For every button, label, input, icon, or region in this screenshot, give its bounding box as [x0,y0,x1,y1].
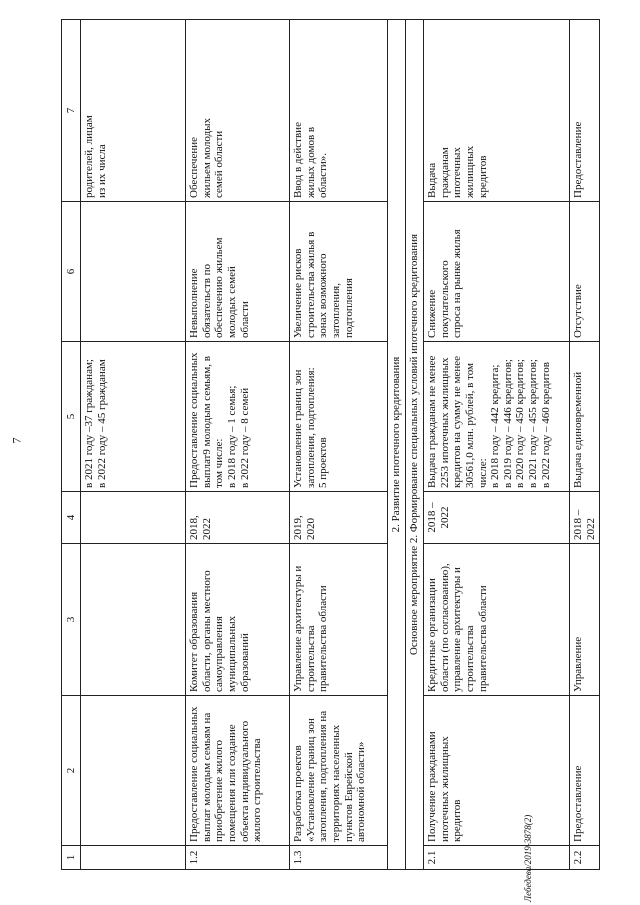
row-number: 2.2 [570,846,600,870]
row-col6: Невыполнение обязательств по обеспечению жильем молодых семей области [186,202,290,342]
row-col4: 2018 – 2022 [424,492,570,544]
rotated-table-container [61,20,597,870]
row-col5: Выдача гражданам не менее 2253 ипотечных жилищных кредитов на сумму не менее 30561,0 млн. рублей, в том числе: в 2018 году – 442 кредита; в 2019 году – 446 кредитов; в 2020 году – 450 кредитов; в 2021 году – 455 кредитов; в 2022 году – 460 кредитов [424,342,570,492]
measures-table [61,19,600,870]
row-number: 2.1 [424,846,570,870]
row-continued-col7: родителей, лицам из их числа [81,20,186,202]
row-number: 1.3 [290,846,388,870]
document-stamp: Лебедева/2019-3878(2) [523,814,533,902]
row-col3: Комитет образования области, органы местного самоуправления муниципальных образований [186,544,290,696]
row-col4: 2018, 2022 [186,492,290,544]
row-col3: Управление архитектуры и строительства правительства области [290,544,388,696]
row-col6: Отсутствие [570,202,600,342]
header-row [62,20,81,870]
row-col5: Предоставление социальных выплат9 молодым семьям, в том числе: в 2018 году – 1 семья; в 2022 году – 8 семей [186,342,290,492]
row-continued-col5: в 2021 году –37 гражданам; в 2022 году – 45 гражданам [81,342,186,492]
row-col3: Кредитные организации области (по согласованию), управление архитектуры и строительства правительства области [424,544,570,696]
row-col7: Предоставление [570,20,600,202]
table-row [81,20,186,870]
header-cell-3: 3 [62,544,81,696]
row-col7: Ввод в действие жилых домов в области». [290,20,388,202]
row-col2: Разработка проектов «Установление границ зон затопления, подтопления на территориях населенных пунктов Еврейской автономной области» [290,696,388,846]
table-row [186,20,290,870]
page-number: 7 [9,437,24,444]
row-col2: Получение гражданами ипотечных жилищных кредитов [424,696,570,846]
header-cell-6: 6 [62,202,81,342]
table-row [570,20,600,870]
section-row [388,20,406,870]
section-title: 2. Развитие ипотечного кредитования [388,20,406,870]
row-col4: 2018 –2022 [570,492,600,544]
measure-row [406,20,424,870]
header-cell-2: 2 [62,696,81,846]
header-cell-1: 1 [62,846,81,870]
row-col2: Предоставление [570,696,600,846]
row-col5: Установление границ зон затопления, подтопления: 5 проектов [290,342,388,492]
header-cell-4: 4 [62,492,81,544]
row-col2: Предоставление социальных выплат молодым семьям на приобретение жилого помещения или создание объекта индивидуального жилого строительства [186,696,290,846]
header-cell-5: 5 [62,342,81,492]
row-col3: Управление [570,544,600,696]
row-col6: Снижение покупательского спроса на рынке жилья [424,202,570,342]
measure-title: Основное мероприятие 2. Формирование специальных условий ипотечного кредитования [406,20,424,870]
row-col7: Обеспечение жильем молодых семей области [186,20,290,202]
row-number: 1.2 [186,846,290,870]
table-row [290,20,388,870]
row-col5: Выдача единовременной [570,342,600,492]
row-col4: 2019, 2020 [290,492,388,544]
row-col6: Увеличение рисков строительства жилья в зонах возможного затопления, подтопления [290,202,388,342]
row-col7: Выдача гражданам ипотечных жилищных кредитов [424,20,570,202]
table-row [424,20,570,870]
header-cell-7: 7 [62,20,81,202]
